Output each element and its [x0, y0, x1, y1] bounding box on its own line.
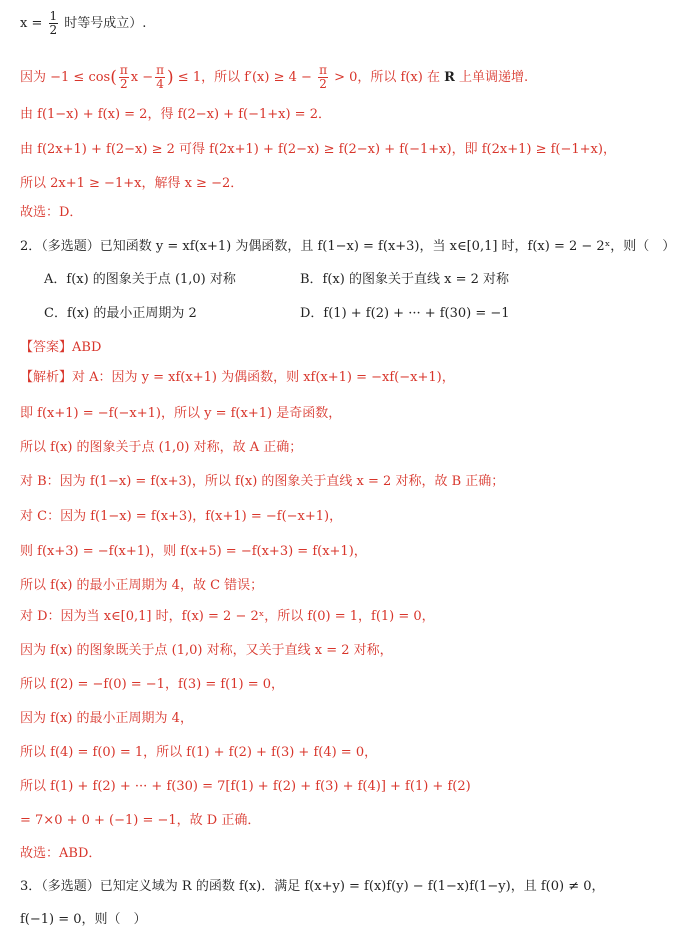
- fraction: [49, 10, 59, 37]
- option-b: B．f(x) 的图象关于直线 x = 2 对称: [300, 272, 509, 287]
- math-text: > 0，所以 f(x) 在: [334, 70, 440, 85]
- text-line: 所以 f(2) = −f(0) = −1，f(3) = f(1) = 0，: [20, 677, 284, 692]
- fraction-denominator: 2: [49, 23, 58, 37]
- fraction-numerator: 1: [49, 9, 58, 23]
- text-line: 对 C：因为 f(1−x) = f(x+3)，f(x+1) = −f(−x+1)，: [20, 509, 343, 524]
- question-3-cont: f(−1) = 0，则（ ）: [20, 912, 147, 927]
- paren: ): [167, 67, 174, 88]
- fraction: [318, 64, 328, 91]
- text-line: 故选：D．: [20, 205, 83, 220]
- math-text: 因为 −1 ≤ cos: [20, 70, 111, 85]
- math-text: 上单调递增.: [459, 70, 529, 85]
- fraction-denominator: 4: [156, 77, 164, 91]
- math-text: x =: [20, 16, 43, 31]
- fraction: [119, 64, 129, 91]
- fraction: [155, 64, 165, 91]
- fraction-numerator: π: [119, 63, 128, 77]
- analysis-line: 【解析】对 A：因为 y = xf(x+1) 为偶函数，则 xf(x+1) = −xf(−x+1)，: [20, 370, 455, 385]
- math-text: x −: [130, 70, 154, 85]
- option-a: A．f(x) 的图象关于点 (1,0) 对称: [44, 272, 236, 287]
- fraction-numerator: π: [156, 63, 165, 77]
- text-line: = 7×0 + 0 + (−1) = −1，故 D 正确．: [20, 813, 261, 828]
- text-line: 所以 f(x) 的图象关于点 (1,0) 对称，故 A 正确；: [20, 440, 303, 455]
- text-line: 对 B：因为 f(1−x) = f(x+3)，所以 f(x) 的图象关于直线 x = 2 对称，故 B 正确；: [20, 474, 505, 489]
- option-d: D．f(1) + f(2) + ··· + f(30) = −1: [300, 306, 510, 321]
- text-line: [20, 64, 684, 91]
- text-line: 所以 f(1) + f(2) + ··· + f(30) = 7[f(1) + f(2) + f(3) + f(4)] + f(1) + f(2): [20, 779, 471, 794]
- text-line: 所以 f(x) 的最小正周期为 4，故 C 错误；: [20, 578, 264, 593]
- question-2: 2．（多选题）已知函数 y = xf(x+1) 为偶函数，且 f(1−x) = f(x+3)，当 x∈[0,1] 时，f(x) = 2 − 2ˣ，则（ ）: [20, 239, 676, 254]
- text-line: 即 f(x+1) = −f(−x+1)，所以 y = f(x+1) 是奇函数，: [20, 406, 342, 421]
- paren: (: [110, 67, 117, 88]
- math-text: ≤ 1，所以 f′(x) ≥ 4 −: [177, 70, 312, 85]
- text-line: 因为 f(x) 的最小正周期为 4，: [20, 711, 193, 726]
- text-line: [20, 10, 684, 37]
- text-line: 故选：ABD．: [20, 846, 102, 861]
- question-3: 3．（多选题）已知定义域为 R 的函数 f(x)．满足 f(x+y) = f(x)f(y) − f(1−x)f(1−y)，且 f(0) ≠ 0，: [20, 879, 605, 894]
- bold-R: R: [444, 70, 455, 85]
- text-line: 因为 f(x) 的图象既关于点 (1,0) 对称，又关于直线 x = 2 对称，: [20, 643, 393, 658]
- text-line: 对 D：因为当 x∈[0,1] 时，f(x) = 2 − 2ˣ，所以 f(0) = 1，f(1) = 0，: [20, 609, 435, 624]
- fraction-numerator: π: [319, 63, 327, 77]
- option-c: C．f(x) 的最小正周期为 2: [44, 306, 197, 321]
- text-line: 由 f(1−x) + f(x) = 2，得 f(2−x) + f(−1+x) = 2．: [20, 107, 331, 122]
- text-line: 由 f(2x+1) + f(2−x) ≥ 2 可得 f(2x+1) + f(2−x) ≥ f(2−x) + f(−1+x)，即 f(2x+1) ≥ f(−1+x)，: [20, 142, 616, 157]
- fraction-denominator: 2: [120, 77, 128, 91]
- answer-label: 【答案】ABD: [20, 340, 102, 355]
- text-line: 所以 f(4) = f(0) = 1，所以 f(1) + f(2) + f(3) + f(4) = 0，: [20, 745, 378, 760]
- math-text: 时等号成立）.: [64, 16, 147, 31]
- fraction-denominator: 2: [319, 77, 327, 91]
- text-line: 则 f(x+3) = −f(x+1)，则 f(x+5) = −f(x+3) = f(x+1)，: [20, 544, 367, 559]
- text-line: 所以 2x+1 ≥ −1+x，解得 x ≥ −2．: [20, 176, 244, 191]
